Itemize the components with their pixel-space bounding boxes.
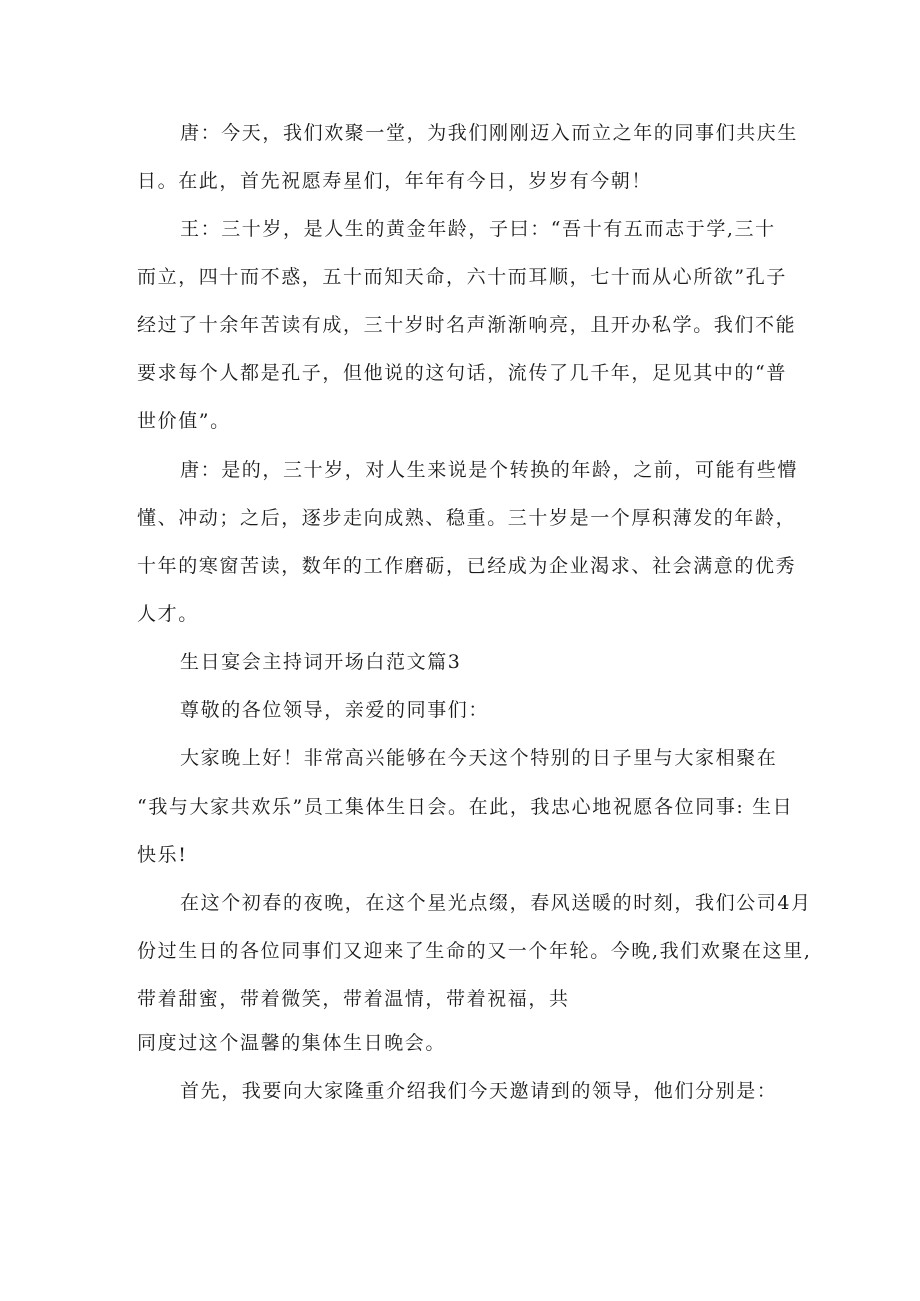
paragraph-2-line-2: 而立，四十而不惑，五十而知天命，六十而耳顺，七十而从心所欲”孔子 (137, 266, 787, 288)
greeting-line-1: 大家晚上好！非常高兴能够在今天这个特别的日子里与大家相聚在 (180, 747, 778, 769)
paragraph-3-line-4: 人才。 (137, 603, 199, 625)
paragraph-2-line-4: 要求每个人都是孔子，但他说的这句话，流传了几千年，足见其中的“普 (137, 362, 787, 384)
paragraph-2-line-5: 世价值”。 (137, 410, 231, 432)
introduction-line-1: 首先，我要向大家隆重介绍我们今天邀请到的领导，他们分别是： (180, 1080, 778, 1102)
paragraph-3-line-2: 懂、冲动；之后，逐步走向成熟、稳重。三十岁是一个厚积薄发的年龄， (137, 507, 797, 529)
paragraph-2-line-1: 王：三十岁，是人生的黄金年龄，子曰：“吾十有五而志于学,三十 (180, 218, 776, 240)
greeting-line-2: “我与大家共欢乐”员工集体生日会。在此，我忠心地祝愿各位同事: 生日 (137, 796, 794, 818)
paragraph-3-line-3: 十年的寒窗苦读，数年的工作磨砺，已经成为企业渴求、社会满意的优秀 (137, 555, 797, 577)
evening-line-2: 份过生日的各位同事们又迎来了生命的又一个年轮。今晚,我们欢聚在这里, (137, 940, 812, 962)
section-heading: 生日宴会主持词开场白范文篇3 (180, 651, 462, 673)
salutation: 尊敬的各位领导，亲爱的同事们： (180, 699, 490, 721)
evening-line-1: 在这个初春的夜晚，在这个星光点缀，春风送暖的时刻，我们公司4月 (180, 892, 812, 914)
greeting-line-3: 快乐! (137, 844, 188, 866)
paragraph-3-line-1: 唐：是的，三十岁，对人生来说是个转换的年龄，之前，可能有些懵 (180, 459, 799, 481)
paragraph-2-line-3: 经过了十余年苦读有成，三十岁时名声渐渐响亮，且开办私学。我们不能 (137, 314, 797, 336)
evening-line-3: 带着甜蜜，带着微笑，带着温情，带着祝福，共 (137, 988, 570, 1010)
paragraph-1-line-1: 唐：今天，我们欢聚一堂，为我们刚刚迈入而立之年的同事们共庆生 (180, 122, 799, 144)
evening-line-4: 同度过这个温馨的集体生日晚会。 (137, 1032, 447, 1054)
paragraph-1-line-2: 日。在此，首先祝愿寿星们，年年有今日，岁岁有今朝！ (137, 170, 653, 192)
